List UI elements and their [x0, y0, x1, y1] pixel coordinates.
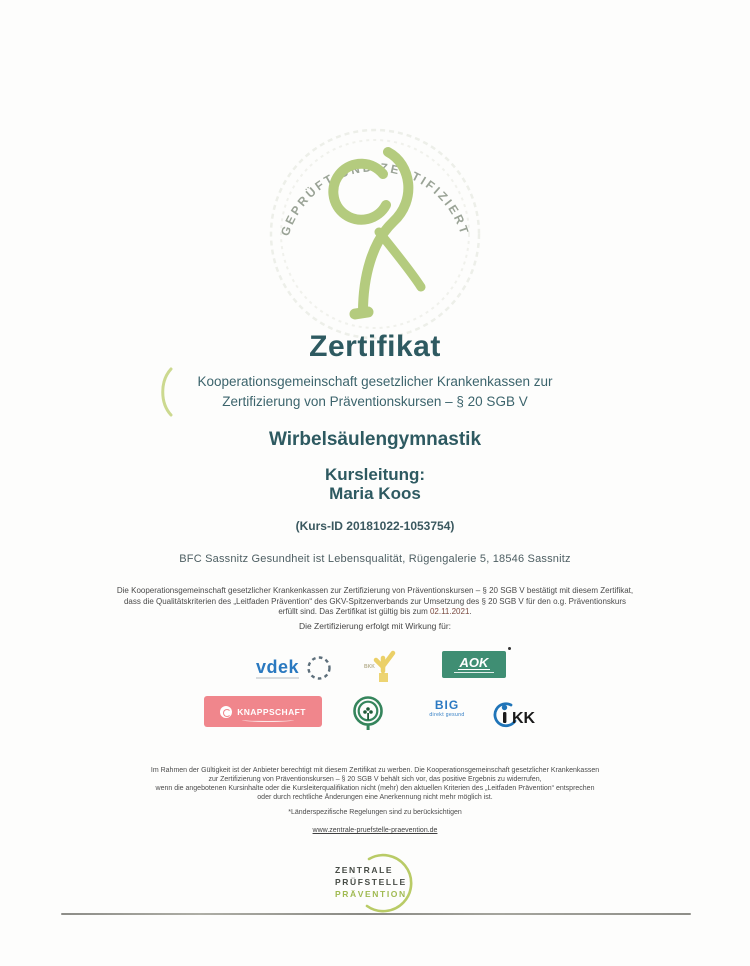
aok-asterisk-dot — [508, 647, 511, 650]
valid-until-date: 02.11.2021 — [429, 607, 470, 616]
disclaimer-line4: oder durch rechtliche Änderungen eine Anerkennung nicht mehr möglich ist. — [257, 794, 493, 801]
svlfg-logo — [348, 694, 388, 739]
ikk-letters: KK — [512, 710, 536, 727]
svlfg-rings-icon — [348, 694, 388, 734]
aok-tagline-line — [454, 672, 494, 674]
big-wordmark: BIG — [434, 698, 460, 712]
knappschaft-script-tagline — [242, 718, 294, 722]
ikk-logo — [490, 698, 546, 737]
aok-wordmark: AOK — [459, 654, 489, 670]
provider-line: BFC Sassnitz Gesundheit ist Lebensqualität, Rügengalerie 5, 18546 Sassnitz — [179, 553, 571, 565]
course-id: (Kurs-ID 20181022-1053754) — [295, 519, 455, 533]
knappschaft-logo — [204, 696, 322, 727]
vdek-tagline-line — [256, 677, 299, 679]
ikk-i-stem — [503, 712, 506, 723]
disclaimer-line2: zur Zertifizierung von Präventionskursen – § 20 SGB V behält sich vor, das positive Ergebnis zu widerrufen, — [208, 776, 542, 783]
footer-logo-line1: ZENTRALE — [335, 865, 394, 875]
leader-name: Maria Koos — [329, 484, 421, 503]
validity-line3-suffix: . — [469, 607, 472, 616]
subtitle-line1: Kooperationsgemeinschaft gesetzlicher Krankenkassen zur — [197, 374, 553, 389]
bkk-figure-icon — [376, 653, 393, 671]
leader-label: Kursleitung: — [324, 465, 426, 484]
subtitle — [0, 372, 750, 412]
scan-artifact-line — [61, 913, 691, 915]
effect-line: Die Zertifizierung erfolgt mit Wirkung für: — [298, 621, 452, 631]
course-leader-block — [0, 465, 750, 503]
validity-line3-prefix: erfüllt sind. Das Zertifikat ist gültig bis zum — [278, 607, 430, 616]
ikk-i-dot — [502, 705, 507, 710]
validity-line2: dass die Qualitätskriterien des „Leitfaden Prävention“ des GKV-Spitzenverbands zur Umsetzung des § 20 SGB V für den o.g. Präventionskurs — [123, 596, 627, 606]
knappschaft-box — [204, 696, 322, 727]
knappschaft-wordmark: KNAPPSCHAFT — [237, 706, 306, 717]
course-title: Wirbelsäulengymnastik — [268, 429, 482, 450]
bkk-base-square — [379, 673, 388, 682]
validity-paragraph — [0, 586, 750, 618]
stamp-arc-text: GEPRÜFT UND ZERTIFIZIERT — [277, 160, 473, 238]
aok-box — [442, 651, 506, 678]
vdek-logo — [240, 650, 350, 686]
footer-logo-line3: PRÄVENTION — [335, 889, 407, 899]
vdek-dashed-circle-icon — [304, 653, 334, 683]
vdek-wordmark: vdek — [255, 656, 300, 677]
disclaimer-line1: Im Rahmen der Gültigkeit ist der Anbieter berechtigt mit diesem Zertifikat zu werben. Die Kooperationsgemeinschaft gesetzlicher Krankenkassen — [150, 767, 600, 774]
validity-line3 — [0, 607, 750, 618]
aok-logo — [442, 651, 506, 678]
bkk-logo-graphic — [352, 646, 410, 688]
ikk-logo-graphic — [490, 698, 546, 732]
knappschaft-circle-icon — [220, 706, 232, 718]
footnote: *Länderspezifische Regelungen sind zu berücksichtigen — [288, 809, 462, 816]
disclaimer-paragraph — [0, 766, 750, 802]
zentrale-pruefstelle-logo — [303, 848, 453, 916]
bkk-logo — [352, 646, 410, 688]
disclaimer-line3: wenn die angebotenen Kursinhalte oder die Kursleiterqualifikation nicht (mehr) den aktuellen Kriterien des „Leitfaden Prävention“ entsprechen — [155, 785, 595, 792]
bkk-letters: BKK — [364, 664, 375, 670]
big-logo — [424, 699, 470, 718]
footer-logo-line2: PRÜFSTELLE — [335, 877, 407, 887]
website-url: www.zentrale-pruefstelle-praevention.de — [312, 827, 438, 834]
page-title: Zertifikat — [309, 330, 441, 363]
big-tagline: direkt gesund — [429, 712, 465, 718]
validity-line1: Die Kooperationsgemeinschaft gesetzlicher Krankenkassen zur Zertifizierung von Präventionskursen – § 20 SGB V bestätigt mit diesem Zertifikat, — [116, 586, 634, 595]
certified-stamp-logo — [255, 112, 495, 347]
subtitle-line2: Zertifizierung von Präventionskursen – § 20 SGB V — [222, 394, 528, 409]
